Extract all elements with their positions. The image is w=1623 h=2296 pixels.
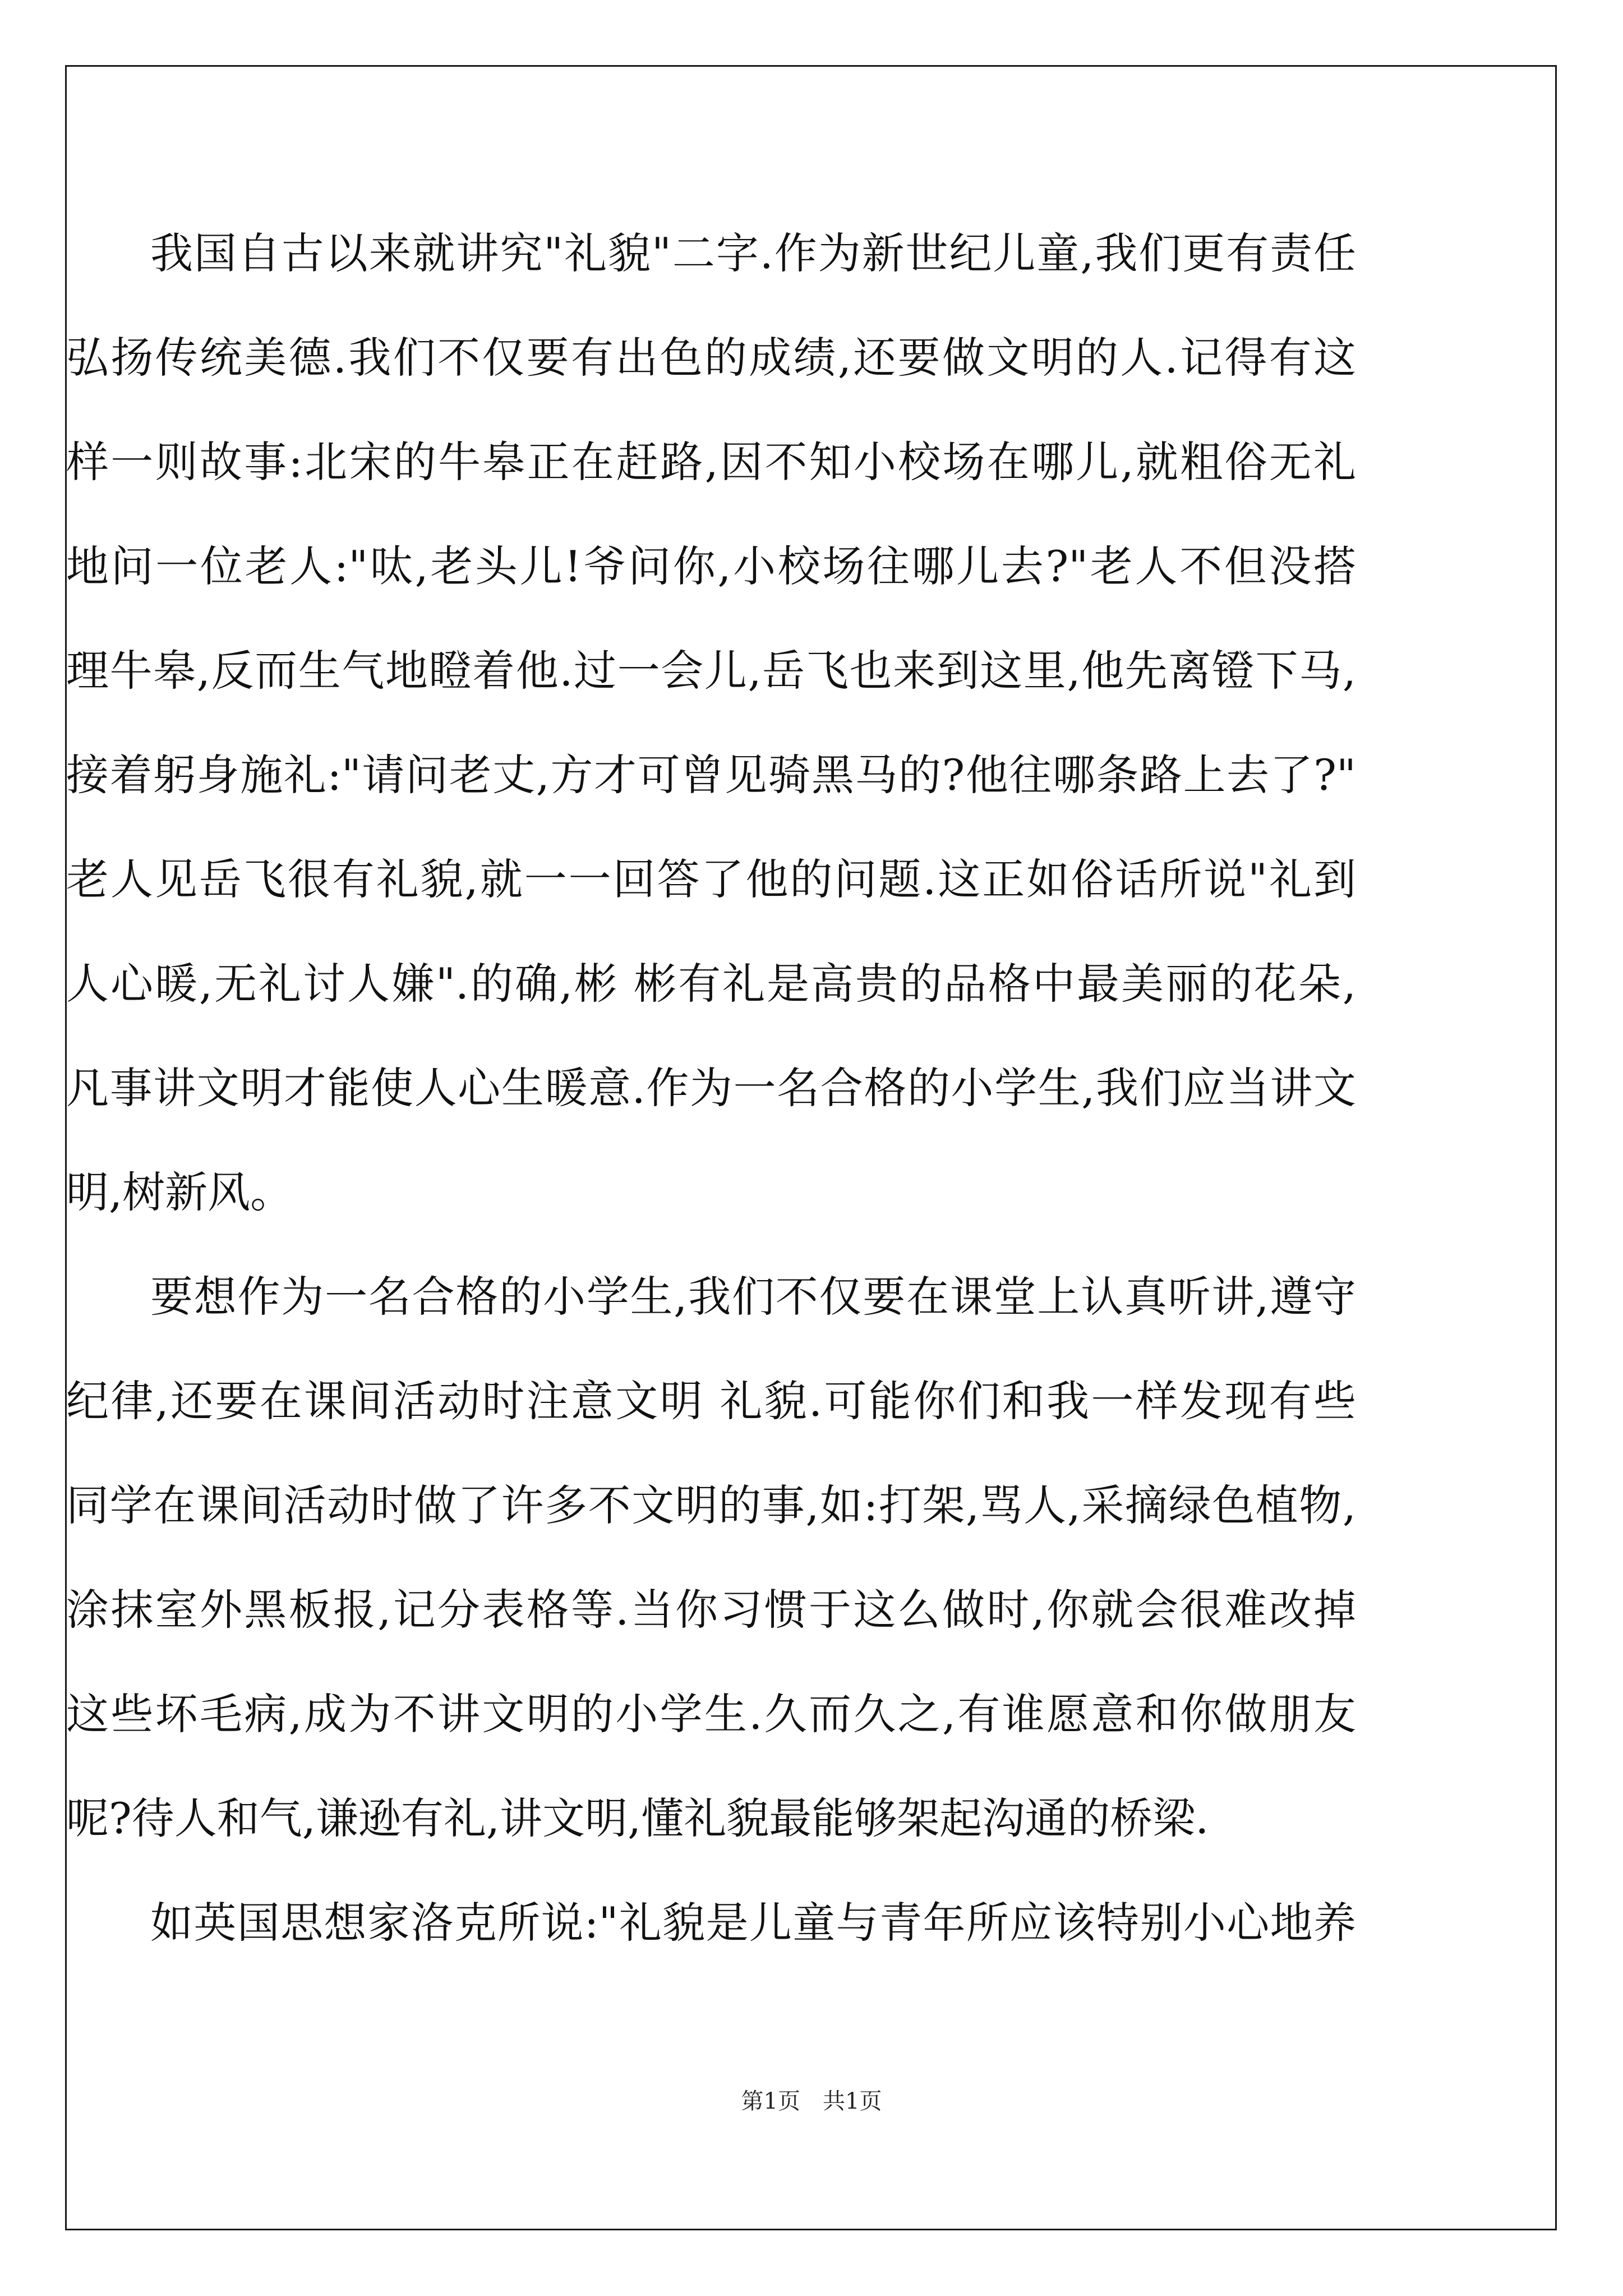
- text-line: 纪律,还要在课间活动时注意文明 礼貌.可能你们和我一样发现有些: [66, 1376, 1356, 1426]
- page-number-footer: 第1页 共1页: [741, 2088, 882, 2114]
- text-line: 如英国思想家洛克所说:"礼貌是儿童与青年所应该特别小心地养: [150, 1898, 1356, 1948]
- text-line: 明,树新风。: [66, 1167, 293, 1217]
- text-line: 凡事讲文明才能使人心生暖意.作为一名合格的小学生,我们应当讲文: [66, 1063, 1356, 1113]
- text-line: 老人见岳飞很有礼貌,就一一回答了他的问题.这正如俗话所说"礼到: [66, 854, 1356, 904]
- text-line: 呢?待人和气,谦逊有礼,讲文明,懂礼貌最能够架起沟通的桥梁.: [66, 1793, 1209, 1843]
- text-line: 我国自古以来就讲究"礼貌"二字.作为新世纪儿童,我们更有责任: [150, 228, 1356, 278]
- text-line: 这些坏毛病,成为不讲文明的小学生.久而久之,有谁愿意和你做朋友: [66, 1689, 1356, 1739]
- text-line: 弘扬传统美德.我们不仅要有出色的成绩,还要做文明的人.记得有这: [66, 333, 1356, 383]
- text-line: 涂抹室外黑板报,记分表格等.当你习惯于这么做时,你就会很难改掉: [66, 1585, 1356, 1635]
- text-line: 地问一位老人:"呔,老头儿!爷问你,小校场往哪儿去?"老人不但没搭: [66, 541, 1356, 591]
- text-line: 同学在课间活动时做了许多不文明的事,如:打架,骂人,采摘绿色植物,: [66, 1480, 1356, 1530]
- text-line: 接着躬身施礼:"请问老丈,方才可曾见骑黑马的?他往哪条路上去了?": [66, 750, 1356, 800]
- text-line: 理牛皋,反而生气地瞪着他.过一会儿,岳飞也来到这里,他先离镫下马,: [66, 646, 1356, 696]
- text-line: 人心暖,无礼讨人嫌".的确,彬 彬有礼是高贵的品格中最美丽的花朵,: [66, 959, 1356, 1009]
- text-line: 要想作为一名合格的小学生,我们不仅要在课堂上认真听讲,遵守: [150, 1272, 1356, 1322]
- text-line: 样一则故事:北宋的牛皋正在赶路,因不知小校场在哪儿,就粗俗无礼: [66, 437, 1356, 487]
